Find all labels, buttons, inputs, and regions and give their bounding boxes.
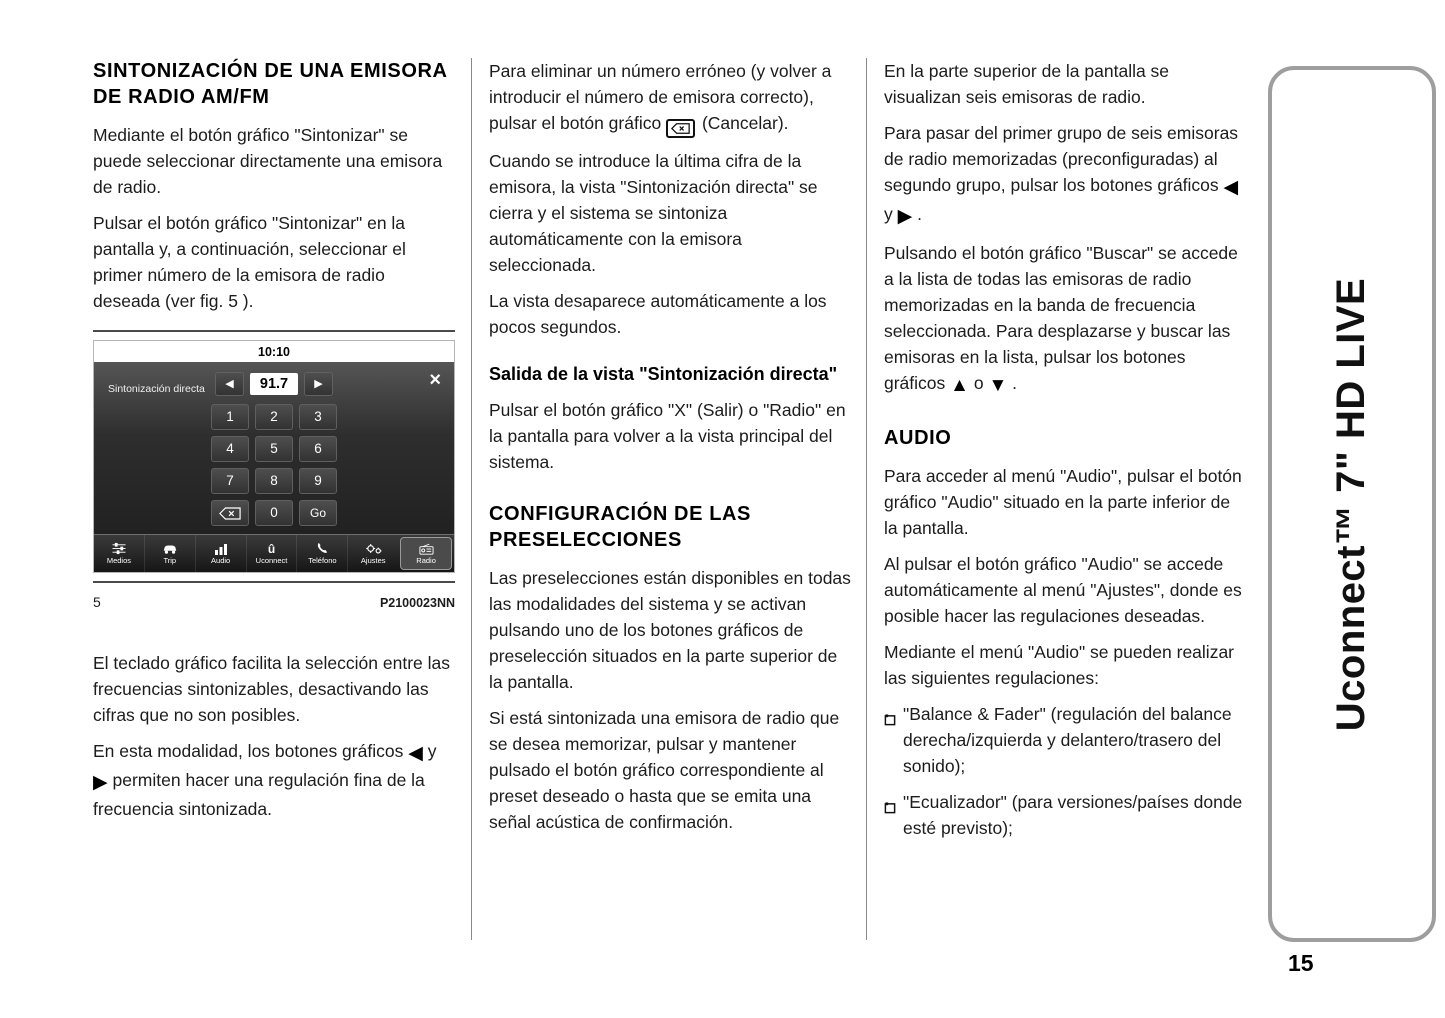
column-1 xyxy=(93,58,455,832)
key-5: 5 xyxy=(255,436,293,462)
paragraph: Mediante el botón gráfico "Sintonizar" se puede seleccionar directamente una emisora de radio. xyxy=(93,125,443,197)
nav-label: Ajustes xyxy=(360,556,386,565)
key-1: 1 xyxy=(211,404,249,430)
paragraph: Pulsando el botón gráfico "Buscar" se accede a la lista de todas las emisoras de radio memorizadas en la banda de frecuencia seleccionada. Para desplazarse y buscar las emisoras en la lista, pulsar los botones gráficos ▲ o ▼ . xyxy=(884,243,1238,396)
figure-code: P2100023NN xyxy=(379,596,455,610)
column-divider xyxy=(471,58,472,940)
column-2 xyxy=(489,58,851,845)
tune-down-button xyxy=(215,372,244,396)
nav-item-audio xyxy=(195,535,246,572)
paragraph: Mediante el menú "Audio" se pueden realizar las siguientes regulaciones: xyxy=(884,642,1234,688)
paragraph: Para pasar del primer grupo de seis emisoras de radio memorizadas (preconfiguradas) al segundo grupo, pulsar los botones gráficos ◀ y ▶ . xyxy=(884,123,1239,227)
paragraph: Para acceder al menú "Audio", pulsar el botón gráfico "Audio" situado en la parte inferior de la pantalla. xyxy=(884,466,1242,538)
numeric-keypad xyxy=(94,400,454,534)
figure-bottom-rule xyxy=(93,581,455,583)
nav-label: Audio xyxy=(211,556,231,565)
key-2: 2 xyxy=(255,404,293,430)
chapter-side-tab xyxy=(1268,66,1436,942)
key-0: 0 xyxy=(255,500,293,526)
bullet-item: "Ecualizador" (para versiones/países donde esté previsto); xyxy=(884,789,1246,841)
paragraph: Pulsar el botón gráfico "Sintonizar" en la pantalla y, a continuación, seleccionar el primer número de la emisora de radio deseada (ver fig. 5 ). xyxy=(93,213,406,311)
paragraph: Cuando se introduce la última cifra de la emisora, la vista "Sintonización directa" se cierra y el sistema se sintoniza automáticamente con la emisora seleccionada. xyxy=(489,151,818,275)
chapter-title: Uconnect™ 7" HD LIVE xyxy=(1329,277,1374,731)
nav-label: Teléfono xyxy=(308,556,337,565)
subsection-heading-exit-direct-tune: Salida de la vista "Sintonización directa" xyxy=(489,364,838,384)
backspace-icon xyxy=(219,507,241,520)
key-4: 4 xyxy=(211,436,249,462)
bottom-nav-bar xyxy=(94,534,454,572)
figure-radio-screenshot xyxy=(93,340,455,573)
sliders-icon xyxy=(111,542,127,555)
uconnect-letter-icon: û xyxy=(267,542,276,556)
nav-item-ajustes xyxy=(347,535,398,572)
square-bullet-icon xyxy=(884,707,896,779)
column-3 xyxy=(884,58,1246,851)
cancel-backspace-icon xyxy=(666,119,695,138)
nav-item-telefono xyxy=(296,535,347,572)
nav-item-trip xyxy=(144,535,195,572)
down-triangle-icon: ▼ xyxy=(988,375,1008,396)
right-triangle-icon: ▶ xyxy=(897,206,913,227)
section-heading-tuning: SINTONIZACIÓN DE UNA EMISORA DE RADIO AM/FM xyxy=(93,60,447,108)
nav-label: Radio xyxy=(416,556,436,565)
radio-screen xyxy=(94,362,454,572)
figure-top-rule xyxy=(93,330,455,332)
right-triangle-icon: ▶ xyxy=(314,378,323,390)
close-icon: × xyxy=(429,369,441,391)
figure-number: 5 xyxy=(93,594,101,610)
key-8: 8 xyxy=(255,468,293,494)
phone-icon xyxy=(316,542,329,555)
page-number: 15 xyxy=(1288,950,1314,976)
paragraph: Si está sintonizada una emisora de radio que se desea memorizar, pulsar y mantener pulsado el botón gráfico correspondiente al preset deseado o hasta que se emita una señal acústica de confirmación. xyxy=(489,708,840,832)
direct-tune-header xyxy=(94,368,454,400)
key-6: 6 xyxy=(299,436,337,462)
nav-label: Trip xyxy=(163,556,177,565)
square-bullet-icon xyxy=(884,795,896,841)
direct-tune-label: Sintonización directa xyxy=(108,383,205,395)
car-icon xyxy=(162,542,178,555)
paragraph: Para eliminar un número erróneo (y volver a introducir el número de emisora correcto), pulsar el botón gráfico (Cancelar). xyxy=(489,58,851,138)
status-clock: 10:10 xyxy=(94,341,454,362)
paragraph: En esta modalidad, los botones gráficos ◀ y ▶ permiten hacer una regulación fina de la frecuencia sintonizada. xyxy=(93,741,437,819)
gears-icon xyxy=(365,542,382,555)
equalizer-bars-icon xyxy=(214,542,228,555)
frequency-controls xyxy=(215,372,333,396)
up-triangle-icon: ▲ xyxy=(950,375,969,396)
left-triangle-icon: ◀ xyxy=(225,378,234,390)
paragraph: Las preselecciones están disponibles en todas las modalidades del sistema y se activan pulsando uno de los botones gráficos de preselección situados en la parte superior de la pantalla. xyxy=(489,568,851,692)
paragraph: Al pulsar el botón gráfico "Audio" se accede automáticamente al menú "Ajustes", donde es posible hacer las regulaciones deseadas. xyxy=(884,554,1242,626)
key-3: 3 xyxy=(299,404,337,430)
nav-item-radio xyxy=(400,537,452,570)
frequency-display: 91.7 xyxy=(250,373,298,395)
tune-up-button xyxy=(304,372,333,396)
paragraph: La vista desaparece automáticamente a los pocos segundos. xyxy=(489,291,827,337)
paragraph: El teclado gráfico facilita la selección entre las frecuencias sintonizables, desactivando las cifras que no son posibles. xyxy=(93,653,450,725)
left-triangle-icon: ◀ xyxy=(408,743,423,764)
paragraph: Pulsar el botón gráfico "X" (Salir) o "Radio" en la pantalla para volver a la vista principal del sistema. xyxy=(489,400,846,472)
backspace-key xyxy=(211,500,249,526)
nav-item-medios xyxy=(94,535,144,572)
right-triangle-icon: ▶ xyxy=(93,772,108,793)
paragraph: En la parte superior de la pantalla se visualizan seis emisoras de radio. xyxy=(884,61,1170,107)
nav-item-uconnect xyxy=(246,535,297,572)
column-divider xyxy=(866,58,867,940)
go-key: Go xyxy=(299,500,337,526)
section-heading-presets: CONFIGURACIÓN DE LAS PRESELECCIONES xyxy=(489,503,751,551)
bullet-item: "Balance & Fader" (regulación del balance derecha/izquierda y delantero/trasero del sonido); xyxy=(884,701,1246,779)
radio-icon xyxy=(419,542,434,555)
left-triangle-icon: ◀ xyxy=(1223,177,1239,198)
figure-caption xyxy=(93,589,455,616)
key-9: 9 xyxy=(299,468,337,494)
key-7: 7 xyxy=(211,468,249,494)
nav-label: Medios xyxy=(106,556,132,565)
nav-label: Uconnect xyxy=(255,556,288,565)
section-heading-audio: AUDIO xyxy=(884,427,952,449)
